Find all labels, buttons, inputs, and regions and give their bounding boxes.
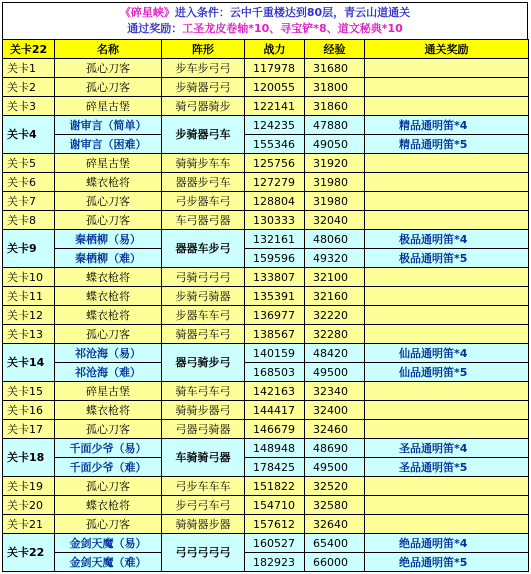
reward-cell bbox=[365, 154, 529, 173]
exp-cell: 49500 bbox=[305, 363, 365, 382]
stage-cell: 关卡17 bbox=[3, 420, 55, 439]
zone-title: 《碎星峡》 bbox=[119, 6, 175, 19]
exp-cell: 66000 bbox=[305, 553, 365, 572]
table-row bbox=[3, 192, 529, 211]
stage-cell: 关卡15 bbox=[3, 382, 55, 401]
power-cell: 154710 bbox=[245, 496, 305, 515]
formation-cell: 步骑弓骑器 bbox=[162, 287, 245, 306]
table-row bbox=[3, 401, 529, 420]
reward-cell bbox=[365, 401, 529, 420]
stage-cell: 关卡5 bbox=[3, 154, 55, 173]
exp-cell: 65400 bbox=[305, 534, 365, 553]
power-cell: 144417 bbox=[245, 401, 305, 420]
enemy-name-cell: 孤心刀客 bbox=[55, 515, 162, 534]
stage-cell: 关卡7 bbox=[3, 192, 55, 211]
boss-row bbox=[3, 344, 529, 363]
stage-cell: 关卡1 bbox=[3, 59, 55, 78]
boss-row bbox=[3, 553, 529, 572]
power-cell: 168503 bbox=[245, 363, 305, 382]
formation-cell: 骑车弓车弓 bbox=[162, 382, 245, 401]
power-cell: 151822 bbox=[245, 477, 305, 496]
power-cell: 157612 bbox=[245, 515, 305, 534]
table-row bbox=[3, 496, 529, 515]
power-cell: 122141 bbox=[245, 97, 305, 116]
enemy-name-cell: 蝶衣枪将 bbox=[55, 401, 162, 420]
spreadsheet bbox=[2, 2, 528, 572]
power-cell: 138567 bbox=[245, 325, 305, 344]
formation-cell: 步器车车弓 bbox=[162, 306, 245, 325]
formation-cell: 骑弓器骑步 bbox=[162, 97, 245, 116]
formation-cell: 骑骑器步器 bbox=[162, 515, 245, 534]
reward-cell bbox=[365, 382, 529, 401]
reward-cell: 绝品通明笛*4 bbox=[365, 534, 529, 553]
formation-cell: 车骑骑弓器 bbox=[162, 439, 245, 477]
header-power: 战力 bbox=[245, 40, 305, 59]
exp-cell: 32460 bbox=[305, 420, 365, 439]
boss-row bbox=[3, 458, 529, 477]
exp-cell: 31920 bbox=[305, 154, 365, 173]
reward-cell: 精品通明笛*5 bbox=[365, 135, 529, 154]
stage-cell: 关卡19 bbox=[3, 477, 55, 496]
exp-cell: 48420 bbox=[305, 344, 365, 363]
exp-cell: 31980 bbox=[305, 192, 365, 211]
power-cell: 133807 bbox=[245, 268, 305, 287]
stage-cell: 关卡18 bbox=[3, 439, 55, 477]
stage-cell: 关卡14 bbox=[3, 344, 55, 382]
enemy-name-cell: 谢审言（简单） bbox=[55, 116, 162, 135]
reward-cell: 精品通明笛*4 bbox=[365, 116, 529, 135]
reward-cell: 圣品通明笛*5 bbox=[365, 458, 529, 477]
exp-cell: 48690 bbox=[305, 439, 365, 458]
header-name: 名称 bbox=[55, 40, 162, 59]
reward-cell bbox=[365, 325, 529, 344]
table-row bbox=[3, 59, 529, 78]
table-header-row bbox=[3, 40, 529, 59]
table-row bbox=[3, 306, 529, 325]
boss-row bbox=[3, 116, 529, 135]
power-cell: 135391 bbox=[245, 287, 305, 306]
enemy-name-cell: 孤心刀客 bbox=[55, 78, 162, 97]
formation-cell: 器弓骑步弓 bbox=[162, 344, 245, 382]
header-reward: 通关奖励 bbox=[365, 40, 529, 59]
table-row bbox=[3, 97, 529, 116]
enemy-name-cell: 千面少爷（易） bbox=[55, 439, 162, 458]
exp-cell: 49320 bbox=[305, 249, 365, 268]
entry-condition: 进入条件：云中千重楼达到80层，青云山道通关 bbox=[174, 6, 411, 19]
power-cell: 140159 bbox=[245, 344, 305, 363]
exp-cell: 31980 bbox=[305, 173, 365, 192]
exp-cell: 32040 bbox=[305, 211, 365, 230]
power-cell: 136977 bbox=[245, 306, 305, 325]
formation-cell: 车弓器弓器 bbox=[162, 211, 245, 230]
stage-cell: 关卡4 bbox=[3, 116, 55, 154]
table-row bbox=[3, 268, 529, 287]
reward-cell bbox=[365, 287, 529, 306]
enemy-name-cell: 蝶衣枪将 bbox=[55, 496, 162, 515]
enemy-name-cell: 秦栖柳（难） bbox=[55, 249, 162, 268]
reward-cell: 极品通明笛*4 bbox=[365, 230, 529, 249]
table-row bbox=[3, 515, 529, 534]
reward-cell bbox=[365, 192, 529, 211]
header-formation: 阵形 bbox=[162, 40, 245, 59]
exp-cell: 32160 bbox=[305, 287, 365, 306]
stage-cell: 关卡22 bbox=[3, 534, 55, 572]
stage-cell: 关卡3 bbox=[3, 97, 55, 116]
reward-cell bbox=[365, 477, 529, 496]
reward-cell bbox=[365, 59, 529, 78]
enemy-name-cell: 蝶衣枪将 bbox=[55, 287, 162, 306]
power-cell: 128804 bbox=[245, 192, 305, 211]
stage-cell: 关卡20 bbox=[3, 496, 55, 515]
power-cell: 182923 bbox=[245, 553, 305, 572]
table-row bbox=[3, 173, 529, 192]
power-cell: 160527 bbox=[245, 534, 305, 553]
enemy-name-cell: 蝶衣枪将 bbox=[55, 173, 162, 192]
reward-cell bbox=[365, 420, 529, 439]
stage-cell: 关卡10 bbox=[3, 268, 55, 287]
table-row bbox=[3, 78, 529, 97]
reward-cell bbox=[365, 515, 529, 534]
enemy-name-cell: 孤心刀客 bbox=[55, 211, 162, 230]
enemy-name-cell: 孤心刀客 bbox=[55, 192, 162, 211]
stage-cell: 关卡11 bbox=[3, 287, 55, 306]
table-body bbox=[3, 59, 529, 572]
power-cell: 120055 bbox=[245, 78, 305, 97]
formation-cell: 骑骑步车车 bbox=[162, 154, 245, 173]
stage-cell: 关卡8 bbox=[3, 211, 55, 230]
boss-row bbox=[3, 230, 529, 249]
power-cell: 130333 bbox=[245, 211, 305, 230]
formation-cell: 步车步弓弓 bbox=[162, 59, 245, 78]
clear-reward-line bbox=[127, 21, 403, 37]
clear-reward-label: 通过奖励： bbox=[127, 22, 183, 35]
reward-cell: 圣品通明笛*4 bbox=[365, 439, 529, 458]
reward-cell bbox=[365, 496, 529, 515]
power-cell: 148948 bbox=[245, 439, 305, 458]
reward-cell bbox=[365, 211, 529, 230]
table-row bbox=[3, 154, 529, 173]
enemy-name-cell: 金剑天魔（难） bbox=[55, 553, 162, 572]
formation-cell: 弓器弓骑器 bbox=[162, 420, 245, 439]
clear-reward: 工圣龙皮卷轴*10、寻宝铲*8、道文秘典*10 bbox=[182, 22, 403, 35]
power-cell: 127279 bbox=[245, 173, 305, 192]
enemy-name-cell: 碎星古堡 bbox=[55, 97, 162, 116]
power-cell: 142163 bbox=[245, 382, 305, 401]
enemy-name-cell: 蝶衣枪将 bbox=[55, 306, 162, 325]
boss-row bbox=[3, 135, 529, 154]
formation-cell: 弓弓弓弓弓 bbox=[162, 534, 245, 572]
enemy-name-cell: 祁沧海（易） bbox=[55, 344, 162, 363]
boss-row bbox=[3, 534, 529, 553]
boss-row bbox=[3, 363, 529, 382]
reward-cell bbox=[365, 306, 529, 325]
table-row bbox=[3, 325, 529, 344]
formation-cell: 骑骑步器弓 bbox=[162, 401, 245, 420]
exp-cell: 32400 bbox=[305, 401, 365, 420]
formation-cell: 弓骑弓弓弓 bbox=[162, 268, 245, 287]
enemy-name-cell: 金剑天魔（易） bbox=[55, 534, 162, 553]
exp-cell: 32580 bbox=[305, 496, 365, 515]
stage-cell: 关卡21 bbox=[3, 515, 55, 534]
reward-cell bbox=[365, 268, 529, 287]
enemy-name-cell: 蝶衣枪将 bbox=[55, 268, 162, 287]
enemy-name-cell: 千面少爷（难） bbox=[55, 458, 162, 477]
stage-cell: 关卡13 bbox=[3, 325, 55, 344]
table-row bbox=[3, 477, 529, 496]
stage-cell: 关卡2 bbox=[3, 78, 55, 97]
entry-condition-line bbox=[120, 5, 410, 21]
boss-row bbox=[3, 249, 529, 268]
power-cell: 146679 bbox=[245, 420, 305, 439]
table-row bbox=[3, 211, 529, 230]
exp-cell: 32340 bbox=[305, 382, 365, 401]
exp-cell: 32220 bbox=[305, 306, 365, 325]
reward-cell: 仙品通明笛*5 bbox=[365, 363, 529, 382]
power-cell: 155346 bbox=[245, 135, 305, 154]
exp-cell: 32520 bbox=[305, 477, 365, 496]
reward-cell: 仙品通明笛*4 bbox=[365, 344, 529, 363]
stage-cell: 关卡6 bbox=[3, 173, 55, 192]
stage-cell: 关卡16 bbox=[3, 401, 55, 420]
power-cell: 117978 bbox=[245, 59, 305, 78]
table-row bbox=[3, 382, 529, 401]
power-cell: 125756 bbox=[245, 154, 305, 173]
table-row bbox=[3, 420, 529, 439]
power-cell: 124235 bbox=[245, 116, 305, 135]
reward-cell: 极品通明笛*5 bbox=[365, 249, 529, 268]
exp-cell: 49050 bbox=[305, 135, 365, 154]
header-banner bbox=[2, 2, 528, 39]
exp-cell: 32100 bbox=[305, 268, 365, 287]
exp-cell: 47880 bbox=[305, 116, 365, 135]
exp-cell: 31800 bbox=[305, 78, 365, 97]
formation-cell: 器器步弓车 bbox=[162, 173, 245, 192]
formation-cell: 步骑器弓车 bbox=[162, 116, 245, 154]
enemy-name-cell: 谢审言（困难） bbox=[55, 135, 162, 154]
exp-cell: 31860 bbox=[305, 97, 365, 116]
exp-cell: 32280 bbox=[305, 325, 365, 344]
enemy-name-cell: 碎星古堡 bbox=[55, 382, 162, 401]
power-cell: 159596 bbox=[245, 249, 305, 268]
header-exp: 经验 bbox=[305, 40, 365, 59]
enemy-name-cell: 孤心刀客 bbox=[55, 420, 162, 439]
formation-cell: 弓步车车车 bbox=[162, 477, 245, 496]
enemy-name-cell: 祁沧海（难） bbox=[55, 363, 162, 382]
reward-cell bbox=[365, 173, 529, 192]
enemy-name-cell: 秦栖柳（易） bbox=[55, 230, 162, 249]
formation-cell: 器器车步弓 bbox=[162, 230, 245, 268]
enemy-name-cell: 孤心刀客 bbox=[55, 59, 162, 78]
reward-cell bbox=[365, 97, 529, 116]
reward-cell bbox=[365, 78, 529, 97]
formation-cell: 步骑器弓弓 bbox=[162, 78, 245, 97]
header-stage: 关卡22 bbox=[3, 40, 55, 59]
exp-cell: 49500 bbox=[305, 458, 365, 477]
enemy-name-cell: 孤心刀客 bbox=[55, 325, 162, 344]
enemy-name-cell: 孤心刀客 bbox=[55, 477, 162, 496]
reward-cell: 绝品通明笛*5 bbox=[365, 553, 529, 572]
stage-table bbox=[2, 39, 529, 572]
formation-cell: 骑器弓车弓 bbox=[162, 325, 245, 344]
table-row bbox=[3, 287, 529, 306]
stage-cell: 关卡12 bbox=[3, 306, 55, 325]
formation-cell: 步弓弓车弓 bbox=[162, 496, 245, 515]
power-cell: 178425 bbox=[245, 458, 305, 477]
exp-cell: 32640 bbox=[305, 515, 365, 534]
formation-cell: 弓步器车弓 bbox=[162, 192, 245, 211]
power-cell: 132161 bbox=[245, 230, 305, 249]
exp-cell: 31680 bbox=[305, 59, 365, 78]
boss-row bbox=[3, 439, 529, 458]
exp-cell: 48060 bbox=[305, 230, 365, 249]
stage-cell: 关卡9 bbox=[3, 230, 55, 268]
enemy-name-cell: 碎星古堡 bbox=[55, 154, 162, 173]
